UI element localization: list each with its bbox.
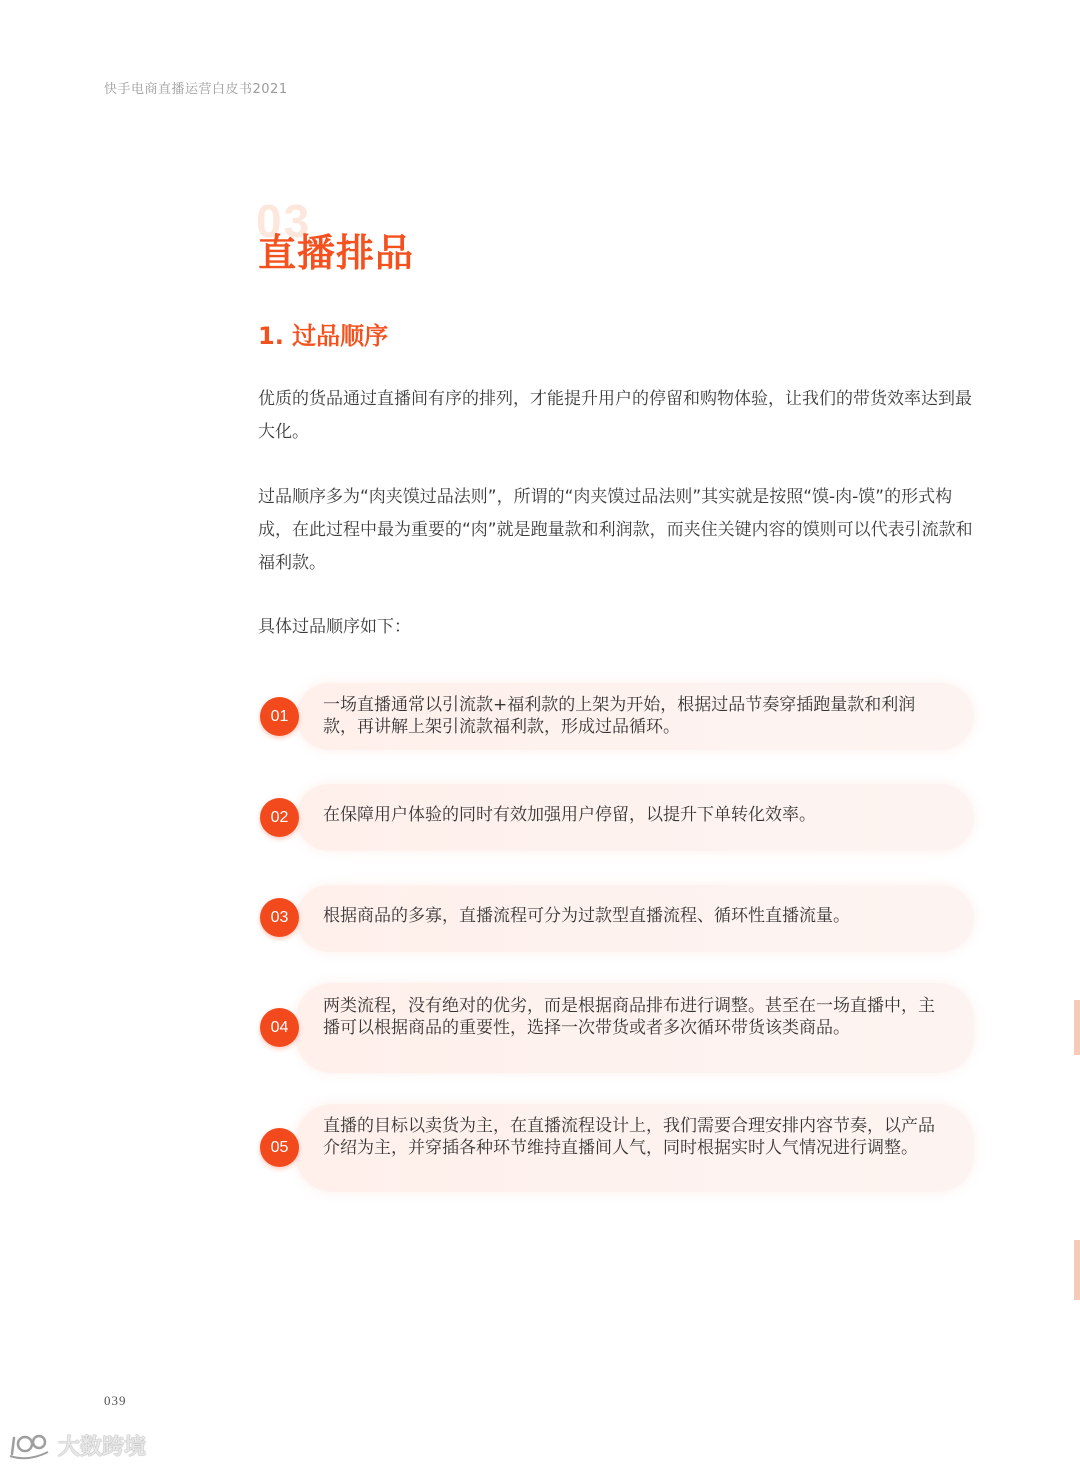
order-step-card <box>296 983 974 1073</box>
paragraph-list-intro: 具体过品顺序如下： <box>258 617 411 637</box>
section-number-watermark: 03 <box>256 195 312 247</box>
edge-decoration <box>1074 1000 1080 1055</box>
order-step-text: 根据商品的多寡，直播流程可分为过款型直播流程、循环性直播流量。 <box>323 906 850 926</box>
order-step-card <box>296 885 974 952</box>
page-number: 039 <box>104 1393 127 1408</box>
order-step-badge: 01 <box>260 697 299 736</box>
paragraph-intro: 优质的货品通过直播间有序的排列，才能提升用户的停留和购物体验，让我们的带货效率达到最大化。 <box>258 389 972 442</box>
order-step-card <box>296 683 974 750</box>
order-step-card <box>296 784 974 851</box>
order-step-badge: 04 <box>260 1008 299 1047</box>
watermark <box>8 1430 146 1461</box>
paragraph-rule: 过品顺序多为“肉夹馍过品法则”，所谓的“肉夹馍过品法则”其实就是按照“馍-肉-馍”的形式构成，在此过程中最为重要的“肉”就是跑量款和利润款，而夹住关键内容的馍则可以代表引流款和福利款。 <box>258 487 973 573</box>
watermark-logo-icon <box>8 1432 52 1460</box>
section-title: 直播排品 <box>258 231 415 275</box>
order-step-card <box>296 1104 974 1192</box>
order-step-text: 直播的目标以卖货为主，在直播流程设计上，我们需要合理安排内容节奏，以产品介绍为主，并穿插各种环节维持直播间人气，同时根据实时人气情况进行调整。 <box>323 1116 935 1158</box>
watermark-text: 大数跨境 <box>58 1435 147 1460</box>
document-header-title: 快手电商直播运营白皮书2021 <box>104 82 288 97</box>
order-step-badge: 05 <box>260 1128 299 1167</box>
order-step-badge: 02 <box>260 798 299 837</box>
subsection-title: 1. 过品顺序 <box>258 322 389 350</box>
order-step-badge: 03 <box>260 898 299 937</box>
order-step-text: 两类流程，没有绝对的优劣，而是根据商品排布进行调整。甚至在一场直播中，主播可以根据商品的重要性，选择一次带货或者多次循环带货该类商品。 <box>323 996 935 1038</box>
order-step-text: 一场直播通常以引流款+福利款的上架为开始，根据过品节奏穿插跑量款和利润款，再讲解上架引流款福利款，形成过品循环。 <box>323 695 916 737</box>
order-step-text: 在保障用户体验的同时有效加强用户停留，以提升下单转化效率。 <box>323 805 816 825</box>
edge-decoration <box>1074 1240 1080 1300</box>
